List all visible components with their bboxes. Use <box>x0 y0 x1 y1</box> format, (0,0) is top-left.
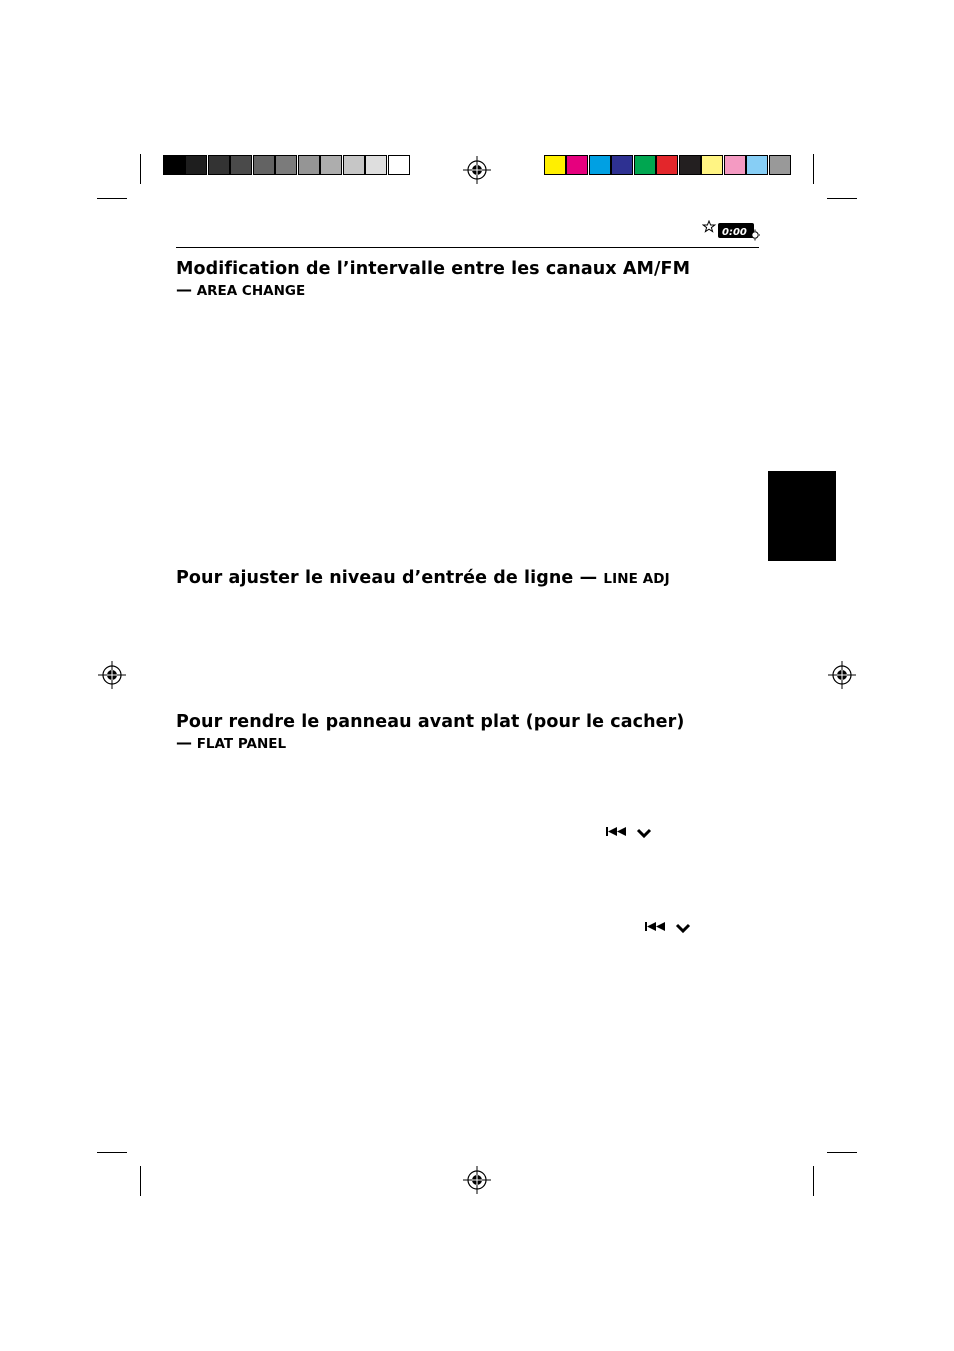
crop-mark <box>827 1152 857 1153</box>
grayscale-bar <box>163 155 410 175</box>
color-swatch <box>634 155 656 175</box>
grayscale-swatch <box>185 155 207 175</box>
grayscale-swatch <box>275 155 297 175</box>
crop-mark <box>813 1166 814 1196</box>
line-adj-title-line <box>176 568 670 588</box>
skip-back-down-icon <box>644 920 692 936</box>
registration-mark-icon <box>463 156 491 184</box>
grayscale-swatch <box>320 155 342 175</box>
line-adj-setting: LINE ADJ <box>603 571 670 587</box>
grayscale-swatch <box>230 155 252 175</box>
grayscale-swatch <box>208 155 230 175</box>
color-swatch <box>544 155 566 175</box>
flat-panel-setting: FLAT PANEL <box>196 736 287 752</box>
line-adj-title: Pour ajuster le niveau d’entrée de ligne — <box>176 568 598 588</box>
color-swatch <box>679 155 701 175</box>
grayscale-swatch <box>343 155 365 175</box>
area-change-setting-line <box>176 280 305 299</box>
grayscale-swatch <box>298 155 320 175</box>
registration-mark-icon <box>828 661 856 689</box>
color-swatch <box>724 155 746 175</box>
color-bar <box>544 155 791 175</box>
display-text: 0:00 <box>722 227 747 238</box>
crop-mark <box>813 154 814 184</box>
color-swatch <box>656 155 678 175</box>
em-dash: — <box>176 280 192 299</box>
flat-panel-title: Pour rendre le panneau avant plat (pour le cacher) <box>176 712 685 732</box>
crop-mark <box>140 1166 141 1196</box>
area-change-title: Modification de l’intervalle entre les canaux AM/FM <box>176 259 691 279</box>
crop-mark <box>97 198 127 199</box>
color-swatch <box>701 155 723 175</box>
crop-mark <box>140 154 141 184</box>
area-change-setting: AREA CHANGE <box>196 283 306 299</box>
color-swatch <box>769 155 791 175</box>
crop-mark <box>827 198 857 199</box>
registration-mark-icon <box>463 1166 491 1194</box>
grayscale-swatch <box>253 155 275 175</box>
section-tab <box>768 471 836 561</box>
crop-mark <box>97 1152 127 1153</box>
header-rule <box>176 247 759 248</box>
em-dash: — <box>176 733 192 752</box>
grayscale-swatch <box>365 155 387 175</box>
color-swatch <box>746 155 768 175</box>
grayscale-swatch <box>388 155 410 175</box>
grayscale-swatch <box>163 155 185 175</box>
color-swatch <box>566 155 588 175</box>
flat-panel-setting-line <box>176 733 286 752</box>
color-swatch <box>589 155 611 175</box>
clock-display-icon <box>702 220 760 242</box>
skip-back-down-icon <box>605 825 653 841</box>
color-swatch <box>611 155 633 175</box>
registration-mark-icon <box>98 661 126 689</box>
